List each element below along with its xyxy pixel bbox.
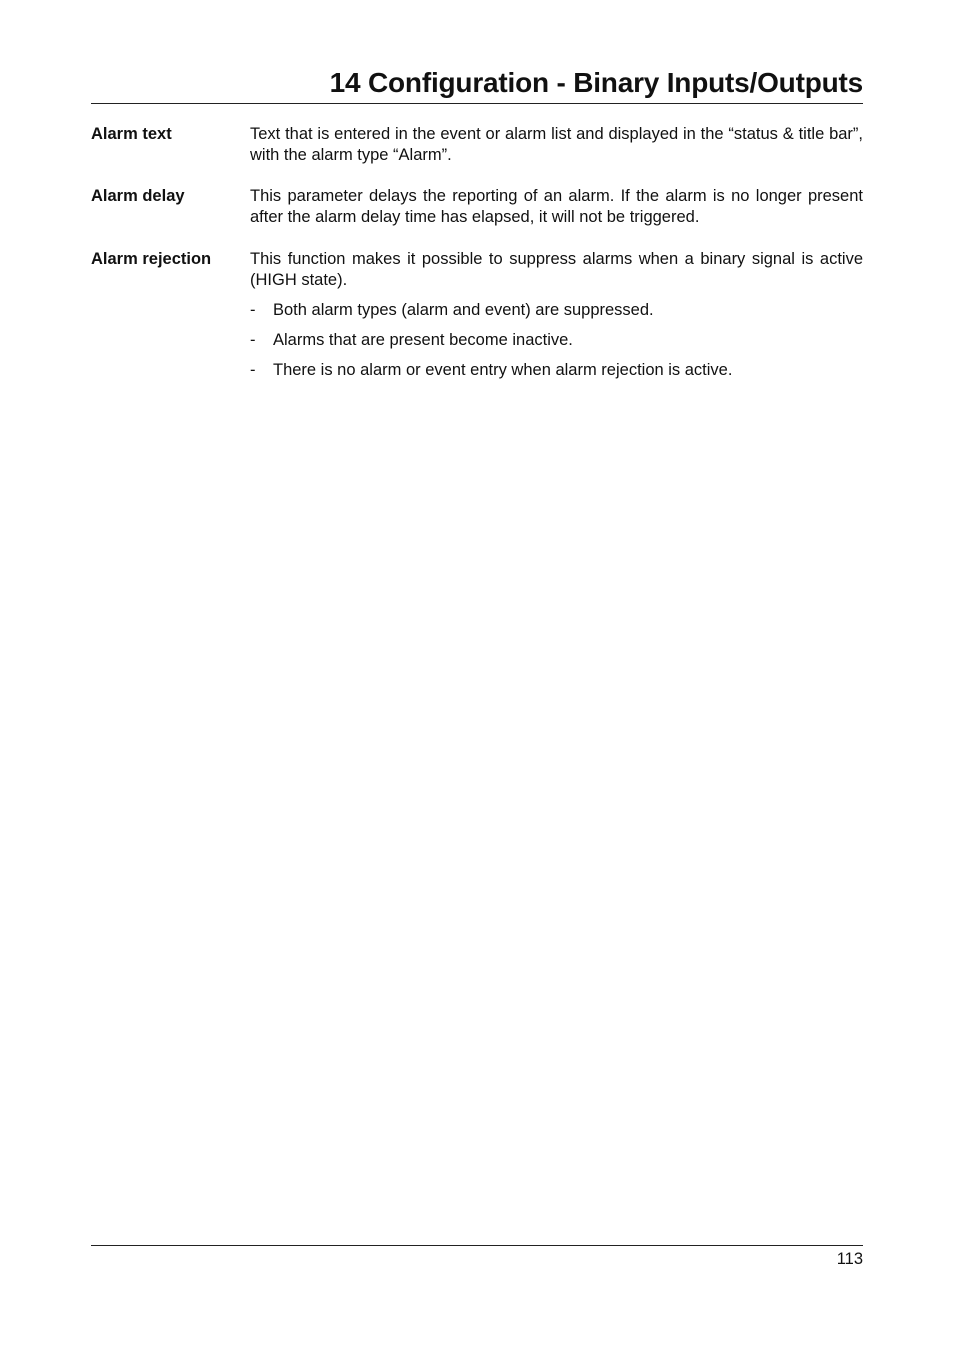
description-text: This parameter delays the reporting of an alarm. If the alarm is no longer present after the alarm delay time has elapsed, it will not be triggered.	[250, 187, 863, 226]
term-description	[250, 186, 863, 228]
term-label: Alarm text	[91, 125, 172, 143]
term-label: Alarm delay	[91, 187, 185, 205]
bullet-item	[250, 300, 863, 321]
footer-divider	[91, 1245, 863, 1246]
bullet-dash: -	[250, 361, 256, 379]
bullet-item	[250, 330, 863, 351]
description-text: Text that is entered in the event or alarm list and displayed in the “status & title bar”, with the alarm type “Alarm”.	[250, 125, 863, 164]
bullet-text: Both alarm types (alarm and event) are suppressed.	[273, 301, 654, 319]
header-divider	[91, 103, 863, 104]
term-description	[250, 249, 863, 381]
term-label: Alarm rejection	[91, 250, 212, 268]
page-title: 14 Configuration - Binary Inputs/Outputs	[329, 67, 863, 98]
bullet-text: Alarms that are present become inactive.	[273, 331, 573, 349]
bullet-dash: -	[250, 331, 256, 349]
bullet-text: There is no alarm or event entry when alarm rejection is active.	[273, 361, 733, 379]
description-text: This function makes it possible to suppress alarms when a binary signal is active (HIGH state).	[250, 250, 863, 289]
page-number: 113	[836, 1250, 863, 1268]
term-description	[250, 124, 863, 166]
bullet-item	[250, 360, 863, 381]
bullet-dash: -	[250, 301, 256, 319]
